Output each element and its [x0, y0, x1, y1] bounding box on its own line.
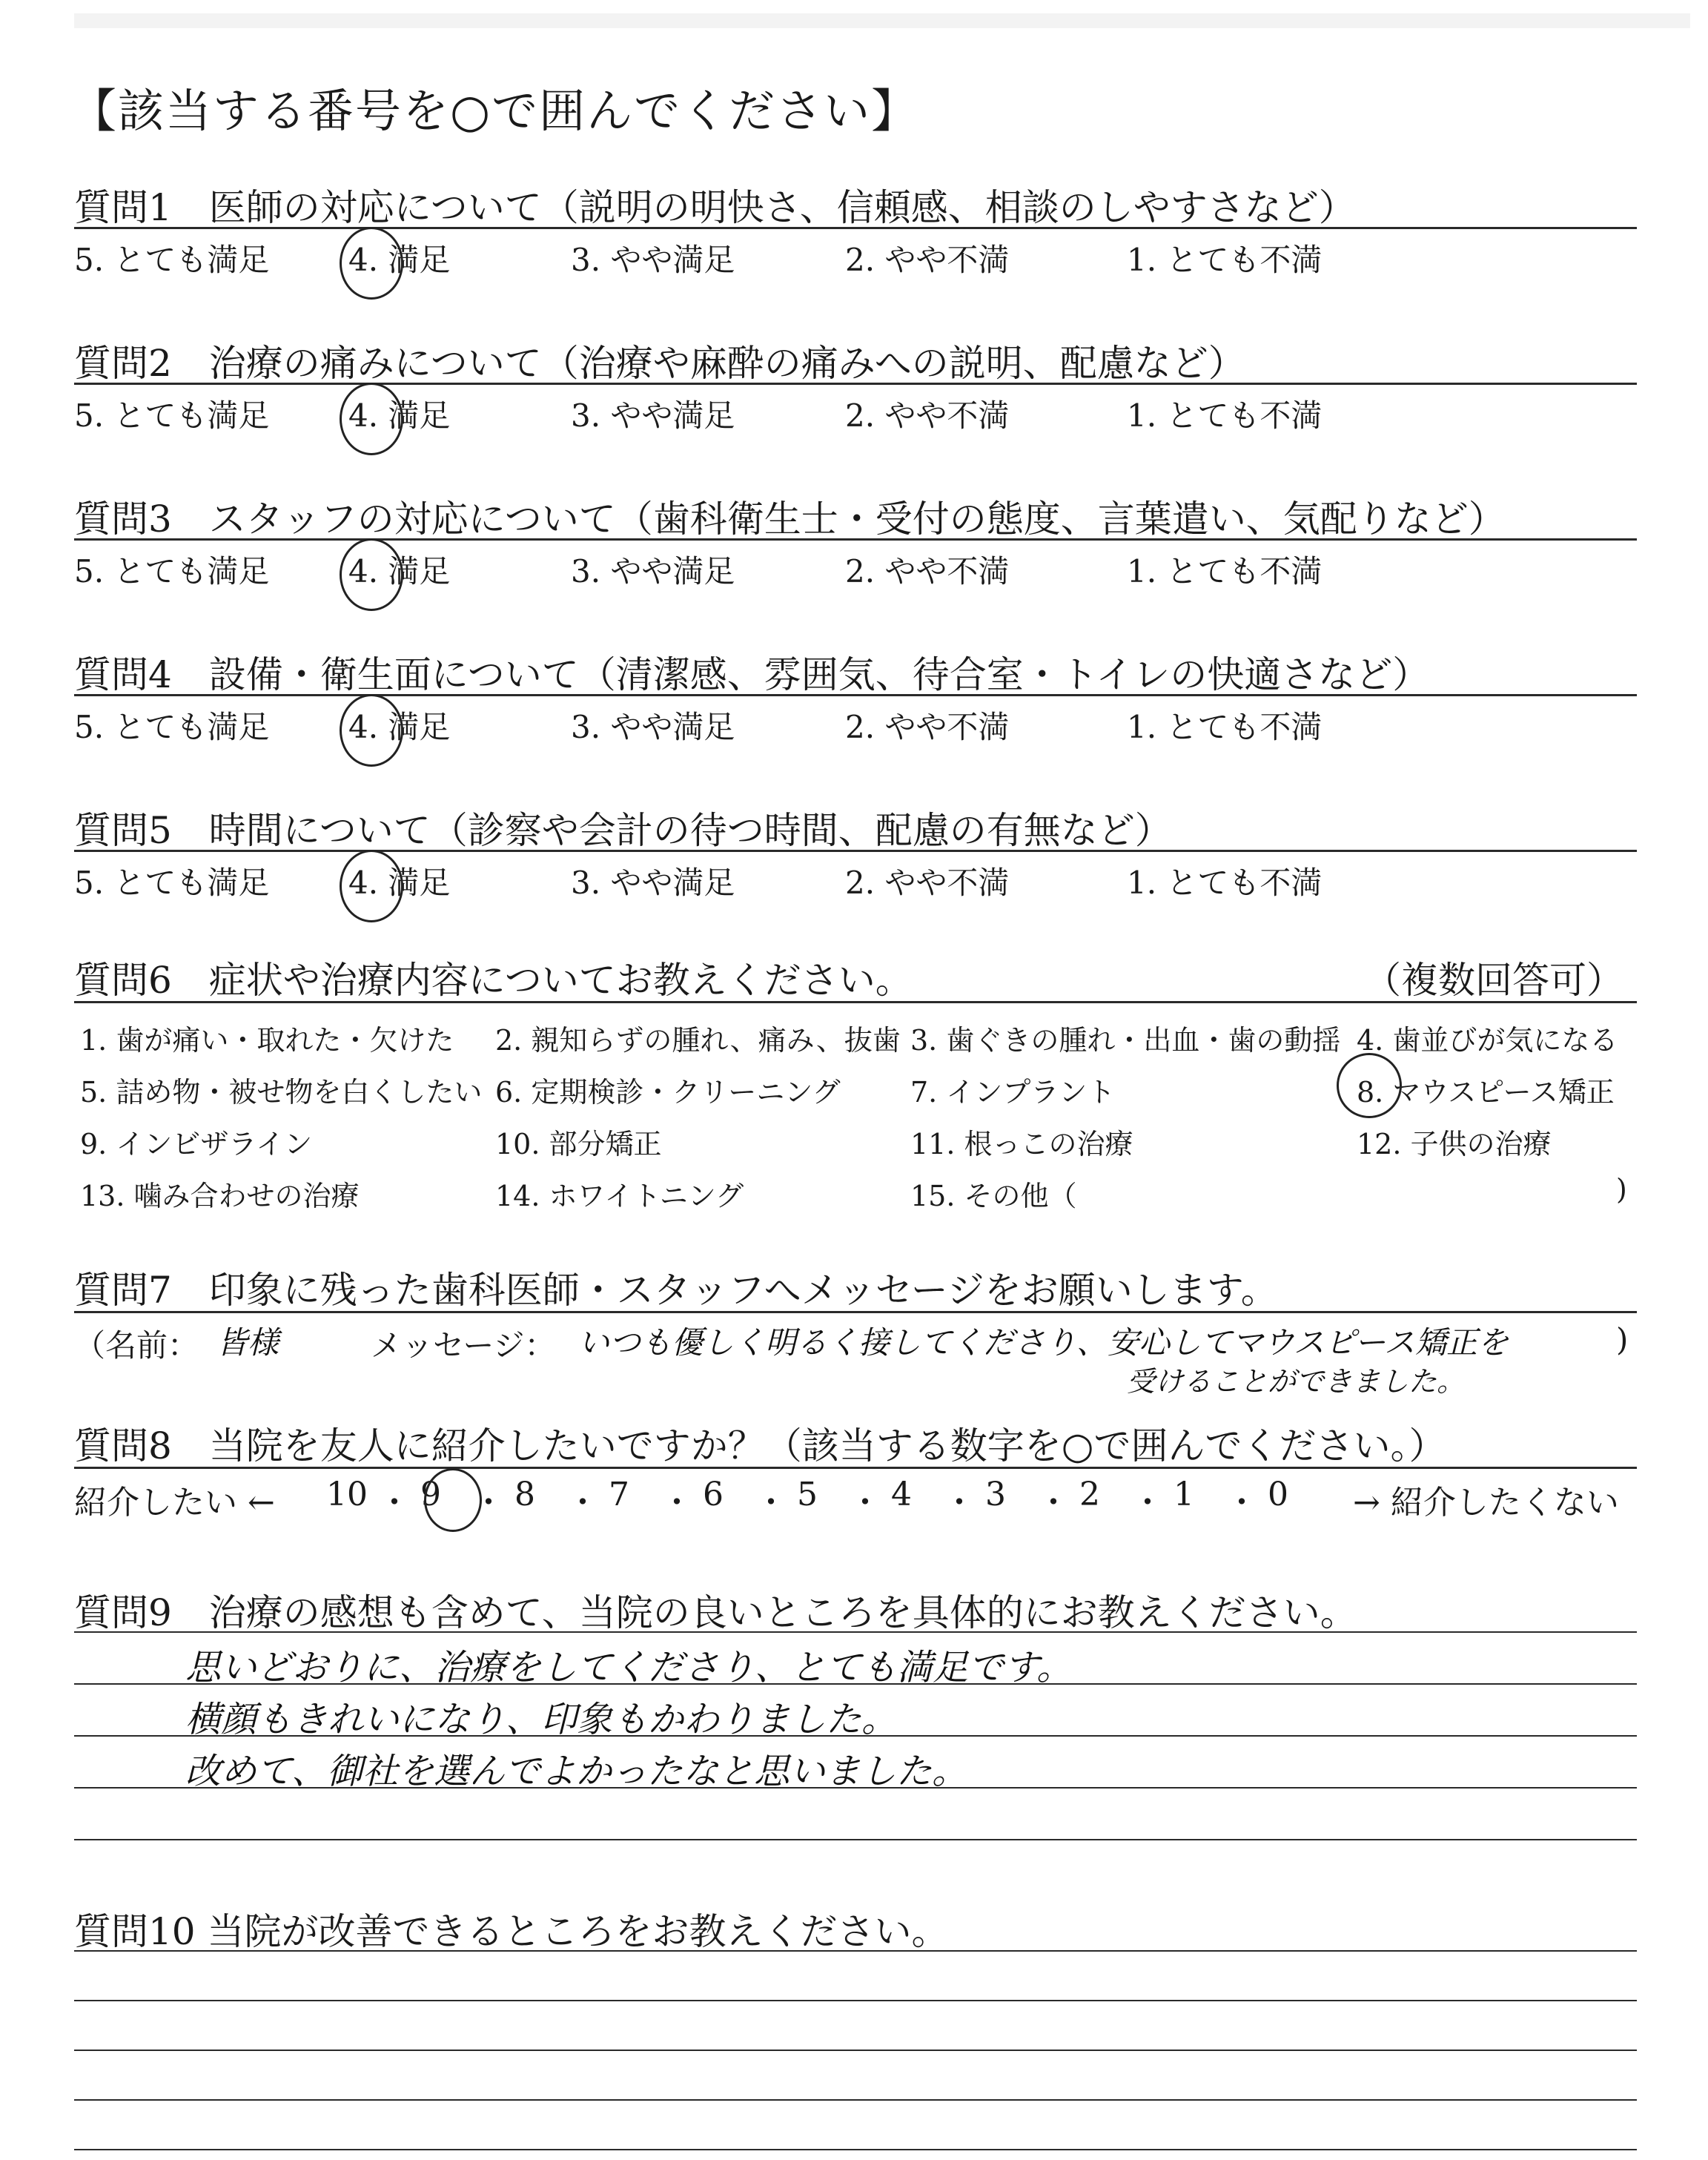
rating-option[interactable]: 2. やや不満	[845, 553, 1010, 589]
q10-line	[74, 2099, 1637, 2101]
q8-scale-right: → 紹介したくない	[1353, 1484, 1619, 1522]
rating-selection-circle	[340, 694, 403, 767]
q8-selection-circle	[424, 1468, 482, 1532]
q8-scale-separator: ・	[1037, 1484, 1070, 1522]
q6-item[interactable]: 8. マウスピース矯正	[1357, 1076, 1615, 1109]
q8-scale-number[interactable]: 0	[1268, 1476, 1288, 1513]
rating-option[interactable]: 3. やや満足	[571, 397, 735, 434]
q8-scale-number[interactable]: 5	[797, 1476, 818, 1513]
q6-label: 質問6 症状や治療内容についてお教えください。	[74, 959, 913, 1002]
rating-question-label: 質問4 設備・衛生面について（清潔感、雰囲気、待合室・トイレの快適さなど）	[74, 653, 1430, 696]
rating-option[interactable]: 3. やや満足	[571, 709, 735, 745]
q8-scale-separator: ・	[1225, 1484, 1258, 1522]
rating-selection-circle	[340, 383, 403, 455]
q8-scale-separator: ・	[755, 1484, 787, 1522]
q8-scale-separator: ・	[943, 1484, 976, 1522]
q6-selection-circle	[1337, 1053, 1402, 1118]
rating-option[interactable]: 2. やや不満	[845, 865, 1010, 901]
q6-item[interactable]: 4. 歯並びが気になる	[1357, 1024, 1618, 1057]
rating-question-label: 質問1 医師の対応について（説明の明快さ、信頼感、相談のしやすさなど）	[74, 186, 1356, 229]
q8-scale-separator: ・	[661, 1484, 693, 1522]
rating-option[interactable]: 4. 満足	[348, 553, 451, 589]
q8-scale-separator: ・	[849, 1484, 881, 1522]
q8-scale-separator: ・	[1131, 1484, 1164, 1522]
rating-selection-circle	[340, 227, 403, 300]
q6-item[interactable]: 5. 詰め物・被せ物を白くしたい	[80, 1076, 483, 1109]
q6-item[interactable]: 14. ホワイトニング	[495, 1180, 744, 1212]
rating-option[interactable]: 3. やや満足	[571, 242, 735, 278]
q6-item[interactable]: 9. インビザライン	[80, 1128, 313, 1160]
rating-option[interactable]: 4. 満足	[348, 397, 451, 434]
rating-option[interactable]: 4. 満足	[348, 865, 451, 901]
rating-option[interactable]: 4. 満足	[348, 709, 451, 745]
q8-scale-number[interactable]: 7	[609, 1476, 629, 1513]
rating-option[interactable]: 1. とても不満	[1127, 242, 1323, 278]
rating-selection-circle	[340, 850, 403, 922]
rating-question-rule	[74, 383, 1637, 385]
q8-rule	[74, 1467, 1637, 1469]
rating-option[interactable]: 1. とても不満	[1127, 553, 1323, 589]
q8-scale-number[interactable]: 10	[326, 1476, 368, 1513]
q10-line	[74, 2000, 1637, 2001]
rating-question-label: 質問2 治療の痛みについて（治療や麻酔の痛みへの説明、配慮など）	[74, 342, 1245, 385]
q6-item[interactable]: 15. その他（	[910, 1180, 1077, 1212]
rating-question-rule	[74, 850, 1637, 852]
q7-rule	[74, 1311, 1637, 1313]
rating-option[interactable]: 1. とても不満	[1127, 709, 1323, 745]
q7-label: 質問7 印象に残った歯科医師・スタッフへメッセージをお願いします。	[74, 1269, 1278, 1312]
rating-selection-circle	[340, 538, 403, 611]
q6-item[interactable]: 3. 歯ぐきの腫れ・出血・歯の動揺	[910, 1024, 1341, 1057]
q8-scale-separator: ・	[472, 1484, 505, 1522]
q8-scale-number[interactable]: 3	[985, 1476, 1006, 1513]
q9-answer-line3: 改めて、御社を選んでよかったなと思いました。	[185, 1751, 968, 1792]
rating-option[interactable]: 1. とても不満	[1127, 397, 1323, 434]
rating-option[interactable]: 3. やや満足	[571, 553, 735, 589]
rating-option[interactable]: 5. とても満足	[74, 865, 270, 901]
q8-scale-number[interactable]: 4	[891, 1476, 912, 1513]
q9-line	[74, 1631, 1637, 1633]
q8-scale-number[interactable]: 2	[1079, 1476, 1100, 1513]
q8-scale-separator: ・	[378, 1484, 411, 1522]
q7-message-line1: いつも優しく明るく接してくださり、安心してマウスピース矯正を	[578, 1324, 1509, 1361]
scan-top-band	[74, 13, 1690, 28]
rating-question-rule	[74, 538, 1637, 541]
q10-line	[74, 2050, 1637, 2051]
q6-item[interactable]: 6. 定期検診・クリーニング	[495, 1076, 841, 1109]
q6-item[interactable]: 10. 部分矯正	[495, 1128, 662, 1160]
page-title: 【該当する番号を○で囲んでください】	[70, 84, 919, 138]
q6-item[interactable]: 12. 子供の治療	[1357, 1128, 1552, 1160]
q8-label: 質問8 当院を友人に紹介したいですか？（該当する数字を○で囲んでください。）	[74, 1424, 1446, 1467]
q6-item[interactable]: 7. インプラント	[910, 1076, 1116, 1109]
q9-answer-line2: 横顔もきれいになり、印象もかわりました。	[185, 1699, 898, 1740]
q10-line	[74, 1950, 1637, 1952]
rating-option[interactable]: 2. やや不満	[845, 397, 1010, 434]
q6-item[interactable]: 11. 根っこの治療	[910, 1128, 1133, 1160]
q9-answer-line1: 思いどおりに、治療をしてくださり、とても満足です。	[185, 1647, 1073, 1688]
q8-scale-number[interactable]: 8	[514, 1476, 535, 1513]
q6-item[interactable]: 1. 歯が痛い・取れた・欠けた	[80, 1024, 454, 1057]
rating-option[interactable]: 4. 満足	[348, 242, 451, 278]
q6-item[interactable]: 2. 親知らずの腫れ、痛み、抜歯	[495, 1024, 901, 1057]
q7-name-handwritten: 皆様	[216, 1324, 279, 1361]
rating-question-label: 質問3 スタッフの対応について（歯科衛生士・受付の態度、言葉遣い、気配りなど）	[74, 498, 1506, 541]
q7-message-label: メッセージ：	[371, 1327, 556, 1364]
q7-name-label: （名前：	[74, 1327, 199, 1364]
rating-option[interactable]: 5. とても満足	[74, 242, 270, 278]
rating-option[interactable]: 3. やや満足	[571, 865, 735, 901]
rating-option[interactable]: 5. とても満足	[74, 397, 270, 434]
q8-scale-left: 紹介したい ←	[74, 1484, 275, 1522]
rating-option[interactable]: 2. やや不満	[845, 242, 1010, 278]
rating-option[interactable]: 2. やや不満	[845, 709, 1010, 745]
q6-rule	[74, 1001, 1637, 1003]
q8-scale-separator: ・	[566, 1484, 599, 1522]
rating-option[interactable]: 1. とても不満	[1127, 865, 1323, 901]
rating-question-rule	[74, 694, 1637, 696]
q6-other-close-paren: )	[1616, 1173, 1627, 1206]
rating-option[interactable]: 5. とても満足	[74, 553, 270, 589]
q6-note: （複数回答可）	[1364, 959, 1623, 1002]
q7-close-paren: )	[1616, 1321, 1629, 1358]
q10-line	[74, 2149, 1637, 2150]
q8-scale-number[interactable]: 6	[703, 1476, 724, 1513]
q6-item[interactable]: 13. 噛み合わせの治療	[80, 1180, 360, 1212]
q10-label: 質問10 当院が改善できるところをお教えください。	[74, 1910, 949, 1953]
rating-question-label: 質問5 時間について（診察や会計の待つ時間、配慮の有無など）	[74, 809, 1172, 852]
rating-question-rule	[74, 227, 1637, 229]
q8-scale-number[interactable]: 9	[420, 1476, 441, 1513]
q7-message-line2: 受けることができました。	[1127, 1365, 1466, 1398]
q9-label: 質問9 治療の感想も含めて、当院の良いところを具体的にお教えください。	[74, 1591, 1357, 1634]
q9-line	[74, 1839, 1637, 1840]
q8-scale-number[interactable]: 1	[1174, 1476, 1194, 1513]
rating-option[interactable]: 5. とても満足	[74, 709, 270, 745]
